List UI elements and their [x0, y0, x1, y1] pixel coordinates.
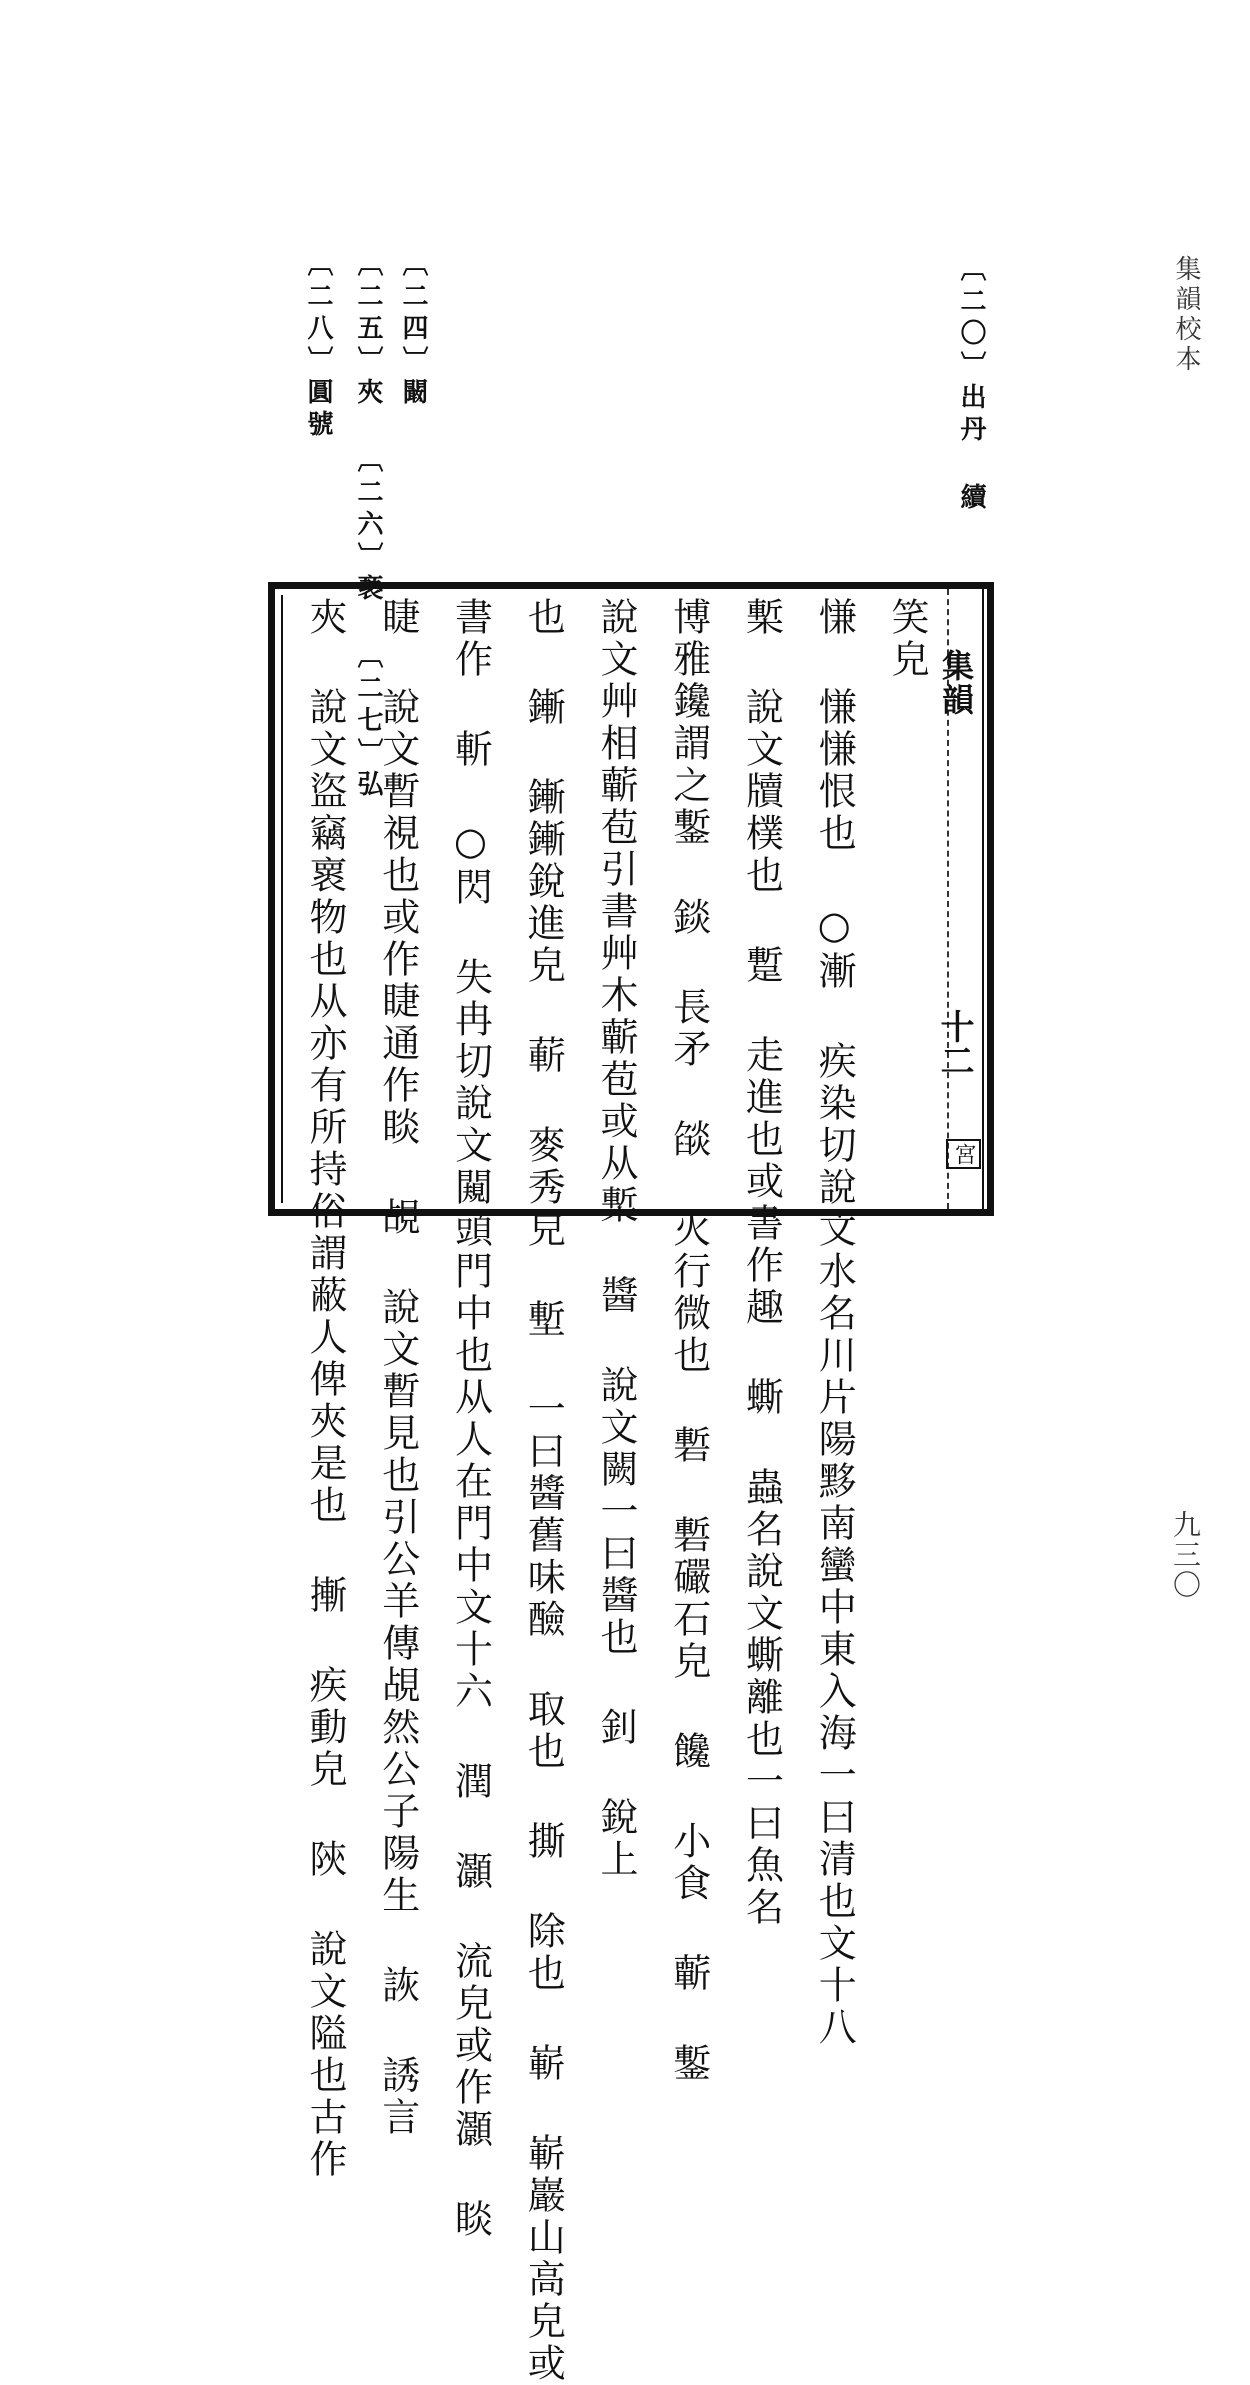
column-text: 也 鏩 鏩鏩銳進皃 蔪 麥秀皃 塹 一曰醬舊味醶 取也 撕 除也 嶄 嶄巖山高皃或: [521, 597, 566, 2385]
text-columns: [289, 597, 943, 2385]
collation-note-left-1: 〔二四〕闞: [398, 250, 428, 410]
text-column: [580, 597, 652, 1881]
page-number: 九三〇: [1169, 1510, 1202, 1600]
inner-border-rule: [281, 595, 283, 1203]
column-text: 睫 說文暫視也或作睫通作睒 覘 說文暫見也引公羊傳覘然公子陽生 詼 誘言: [375, 597, 420, 2139]
banxin-rule: [982, 589, 984, 1209]
column-text: 夾 說文盜竊褱物也从亦有所持俗謂蔽人俾夾是也 摲 疾動皃 陝 說文隘也古作: [303, 597, 347, 2181]
text-column: [362, 597, 434, 2139]
banxin-folio: 十二: [934, 1009, 974, 1077]
column-text: 博雅鑱謂之鏨 錟 長矛 燄 火行微也 磛 磛礹石皃 饞 小食 蘄 鏨: [666, 597, 711, 2085]
text-column: [289, 597, 361, 2181]
woodblock-frame: [268, 582, 994, 2385]
collation-note-left-3: 〔二八〕圓號: [303, 250, 333, 442]
banxin-title: 集韻: [937, 649, 975, 717]
text-column: [507, 597, 579, 2385]
column-text: 槧 說文牘樸也 蹔 走進也或書作趣 蟖 蟲名說文蟖離也一曰魚名: [739, 597, 784, 1929]
text-column: [435, 597, 507, 2241]
text-column: [871, 597, 943, 1201]
collation-note-right: 〔二〇〕出丹 續: [956, 255, 986, 515]
column-text: 書作 斬 ○閃 失冉切說文闚頭門中也从人在門中文十六 潤 灝 流皃或作灝 睒: [448, 597, 493, 2241]
collation-note-left-2: 〔二五〕夾 〔二六〕褻 〔二七〕弘: [353, 250, 383, 802]
column-text: 慊 慊慊恨也 ○漸 疾染切說文水名川片陽黟南蠻中東入海一曰清也文十八: [812, 597, 857, 2049]
column-text: 笑皃: [885, 597, 929, 681]
text-column: [653, 597, 725, 2085]
banxin-center-strip: [934, 589, 987, 1209]
text-column: [726, 597, 798, 1929]
column-text: 說文艸相蘄苞引書艸木蘄苞或从槧 醬 說文闕一曰醬也 釗 銳上: [594, 597, 638, 1881]
text-column: [798, 597, 870, 2049]
banxin-mark: 宮: [946, 1139, 981, 1169]
series-title: 集韻校本: [1171, 255, 1201, 375]
